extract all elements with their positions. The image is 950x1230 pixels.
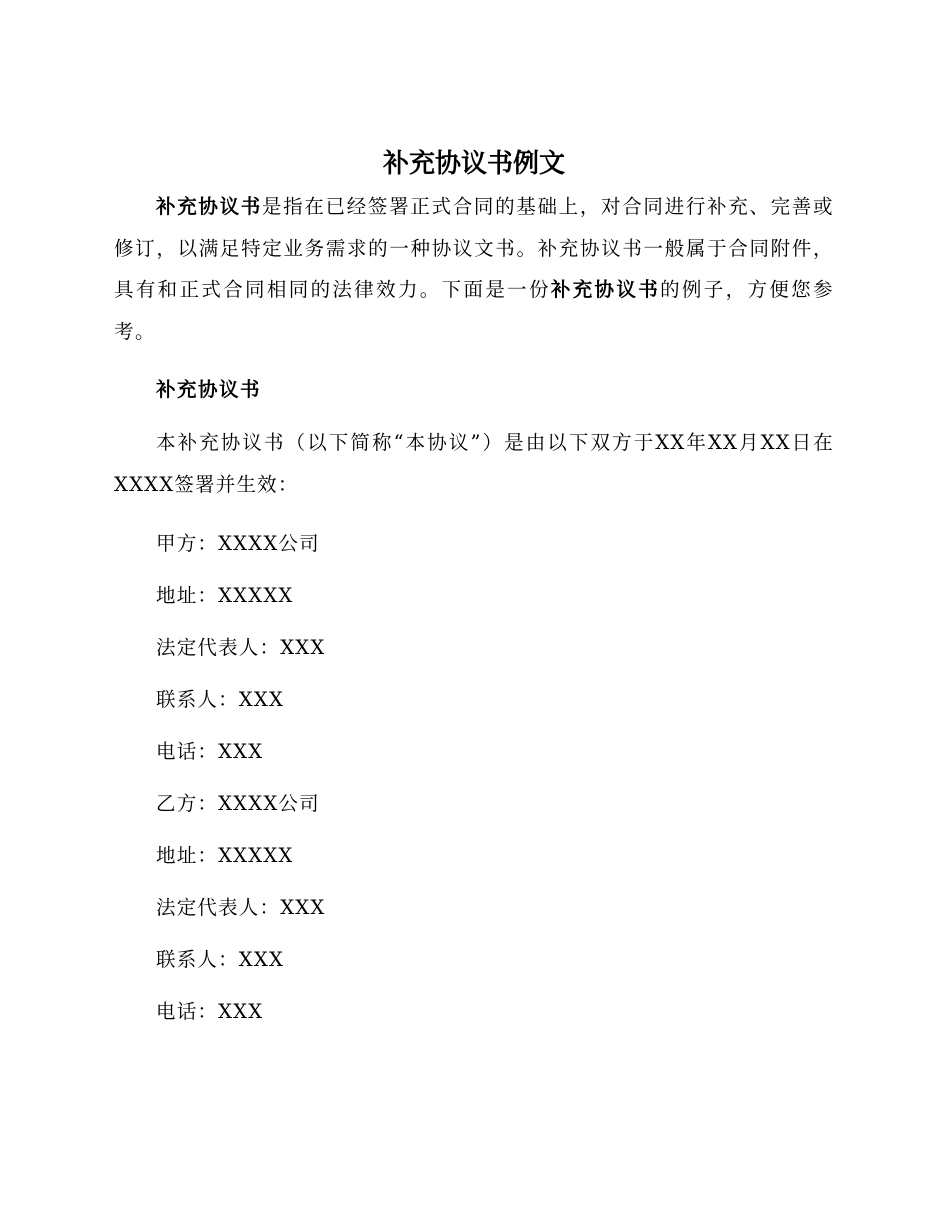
intro-paragraph [114, 186, 834, 352]
intro-bold-term-1: 补充协议书 [156, 195, 262, 218]
intro-bold-term-2: 补充协议书 [550, 278, 661, 301]
party-a-name: 甲方：XXXX公司 [156, 532, 320, 555]
party-a-legal-rep: 法定代表人：XXX [156, 636, 326, 659]
party-a-phone: 电话：XXX [156, 740, 264, 763]
party-b-name: 乙方：XXXX公司 [156, 792, 320, 815]
intro-text-1: 是指在已经签署正式合同的基础上，对合同进行补充、完善或修订，以满足特定业务需求的一种协议文书。补充协议书一般属于合同附件，具有和正式合同相同的法律效力。下面是一份 [114, 195, 834, 301]
document-title: 补充协议书例文 [382, 149, 565, 179]
party-a-contact: 联系人：XXX [156, 688, 285, 711]
party-b-contact: 联系人：XXX [156, 948, 285, 971]
party-b-address: 地址：XXXXX [156, 844, 294, 867]
document-page [114, 142, 834, 1050]
opening-paragraph: 本补充协议书（以下简称“本协议”）是由以下双方于XX年XX月XX日在XXXX签署并生效： [114, 431, 834, 496]
agreement-subheading: 补充协议书 [156, 378, 262, 401]
party-fields [114, 530, 834, 1050]
party-a-address: 地址：XXXXX [156, 584, 294, 607]
party-b-legal-rep: 法定代表人：XXX [156, 896, 326, 919]
party-b-phone: 电话：XXX [156, 1000, 264, 1023]
intro-text-2: 的例子，方便您参考。 [114, 278, 834, 343]
